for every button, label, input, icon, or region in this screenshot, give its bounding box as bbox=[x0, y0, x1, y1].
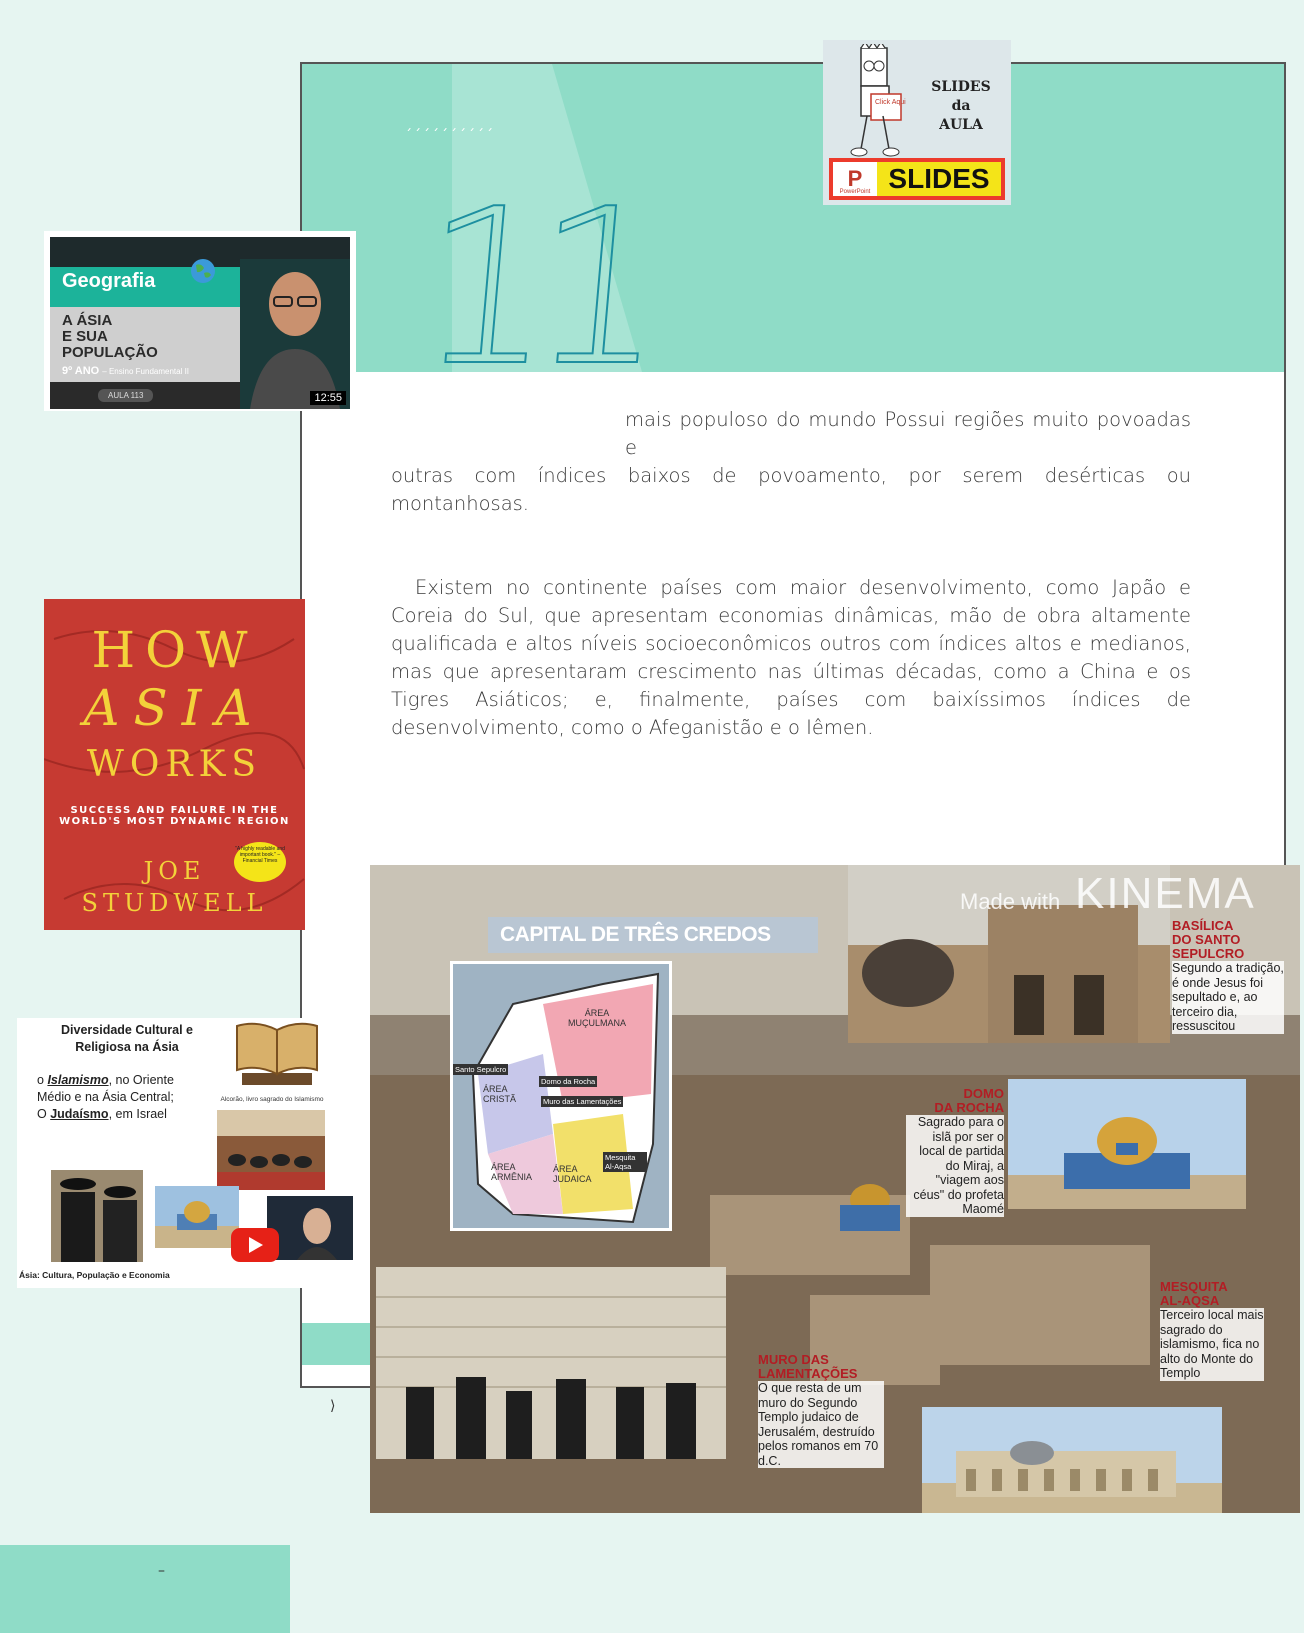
book-author-line1: JOE bbox=[143, 857, 206, 885]
video-thumbnail[interactable] bbox=[44, 231, 356, 411]
video-duration: 12:55 bbox=[310, 391, 346, 405]
slides-bar[interactable] bbox=[829, 158, 1005, 200]
map-label-muro: Muro das Lamentações bbox=[543, 1097, 622, 1106]
quran-book-icon bbox=[227, 1018, 327, 1098]
map-area-crista: ÁREA CRISTÃ bbox=[483, 1084, 517, 1104]
map-area-judaica: ÁREA JUDAICA bbox=[553, 1164, 592, 1184]
youtube-play-icon[interactable] bbox=[229, 1226, 281, 1264]
dome-of-rock-photo bbox=[155, 1186, 239, 1248]
dome-of-the-rock-photo bbox=[1008, 1079, 1246, 1209]
bottom-tab bbox=[0, 1545, 290, 1633]
book-author-line2: STUDWELL bbox=[81, 889, 268, 917]
book-cover-how-asia-works[interactable] bbox=[44, 599, 305, 930]
kinemaster-watermark-made: Made with bbox=[960, 889, 1061, 914]
domo-caption: DOMO DA ROCHA Sagrado para o islã por ser o local de partida do Miraj, a "viagem aos céus" do profeta Maomé bbox=[906, 1087, 1004, 1217]
basilica-caption: BASÍLICA DO SANTO SEPULCRO Segundo a tradição, é onde Jesus foi sepultado e, ao terceiro dia, ressuscitou bbox=[1172, 918, 1284, 1033]
book-review-badge: "A highly readable and important book." –Financial Times bbox=[234, 842, 286, 882]
book-subtitle: SUCCESS AND FAILURE IN THE WORLD'S MOST DYNAMIC REGION bbox=[59, 805, 290, 827]
al-aqsa-photo bbox=[922, 1407, 1222, 1513]
chapter-number: 11 bbox=[409, 162, 655, 413]
diversity-item-islam: o Islamismo, no Oriente Médio e na Ásia Central; bbox=[37, 1073, 174, 1104]
map-label-santo-sepulcro: Santo Sepulcro bbox=[455, 1065, 507, 1074]
map-area-armenia: ÁREA ARMÊNIA bbox=[491, 1162, 533, 1182]
click-sign-text: Click Aqui bbox=[875, 99, 906, 106]
globe-icon bbox=[188, 257, 218, 287]
jewish-men-photo bbox=[51, 1170, 143, 1262]
kinemaster-watermark-brand: KINEMA bbox=[1075, 869, 1256, 918]
book-title-line3: WORKS bbox=[86, 744, 263, 785]
page-number-dash: – bbox=[158, 1563, 165, 1579]
diversity-footer: Ásia: Cultura, População e Economia bbox=[19, 1270, 170, 1280]
side-tab-decor bbox=[302, 1323, 370, 1365]
diversity-item-judaism: O Judaísmo, em Israel bbox=[37, 1107, 167, 1121]
paragraph-2: Existem no continente países com maior desenvolvimento, como Japão e Coreia do Sul, que apresentam economias dinâmicas, mão de obra altamente qualificada e altos níveis socioeconômicos outros com índices altos e medianos, mas que apresentaram crescimento nas últimas décadas, como a China e os Tigres Asiáticos; e, finalmente, países com baixíssimos índices de desenvolvimento, como o Afeganistão e o Iêmen. bbox=[391, 576, 1191, 739]
diversity-list bbox=[37, 1072, 177, 1123]
map-area-muculmana: ÁREA MUÇULMANA bbox=[567, 1008, 626, 1028]
book-title-line1: HOW bbox=[91, 621, 258, 679]
map-label-domo: Domo da Rocha bbox=[541, 1077, 596, 1086]
old-city-map bbox=[450, 961, 672, 1231]
diversity-slide-thumbnail[interactable] bbox=[17, 1018, 358, 1288]
powerpoint-icon: P PowerPoint bbox=[833, 162, 877, 196]
presenter-avatar bbox=[240, 259, 350, 409]
prayer-photo bbox=[217, 1110, 325, 1190]
decorative-ticks: ´´´´´´´´´´ bbox=[405, 128, 495, 144]
paragraph-1: mais populoso do mundo Possui regiões muito povoadas e outras com índices baixos de povoamento, por serem desérticas ou montanhosas. bbox=[391, 408, 1191, 515]
video-subject: Geografia bbox=[62, 270, 156, 292]
book-title-line2: ASIA bbox=[83, 679, 266, 737]
slides-label: SLIDES bbox=[877, 162, 1001, 196]
muro-caption: MURO DAS LAMENTAÇÕES O que resta de um muro do Segundo Templo judaico de Jerusalém, destruído pelos romanos em 70 d.C. bbox=[758, 1353, 884, 1468]
diversity-title: Diversidade Cultural e Religiosa na Ásia bbox=[61, 1023, 193, 1054]
collage-title: CAPITAL DE TRÊS CREDOS bbox=[488, 917, 818, 953]
video-title: A ÁSIA E SUA POPULAÇÃO bbox=[62, 312, 158, 361]
quran-caption: Alcorão, livro sagrado do Islamismo bbox=[220, 1096, 324, 1103]
map-label-mesquita: Mesquita Al-Aqsa bbox=[603, 1152, 647, 1172]
video-lesson-badge: AULA 113 bbox=[98, 389, 153, 402]
slides-caption: SLIDES da AULA bbox=[931, 79, 991, 133]
western-wall-photo bbox=[376, 1267, 726, 1459]
video-grade: 9º ANO – Ensino Fundamental II bbox=[62, 365, 190, 377]
mesquita-caption: MESQUITA AL-AQSA Terceiro local mais sagrado do islamismo, fica no alto do Monte do Templo bbox=[1160, 1279, 1264, 1380]
slides-link-widget[interactable] bbox=[823, 40, 1011, 205]
jerusalem-collage bbox=[370, 865, 1300, 1513]
cartoon-character-icon bbox=[831, 44, 921, 159]
page-marker: ⟩ bbox=[330, 1398, 336, 1414]
